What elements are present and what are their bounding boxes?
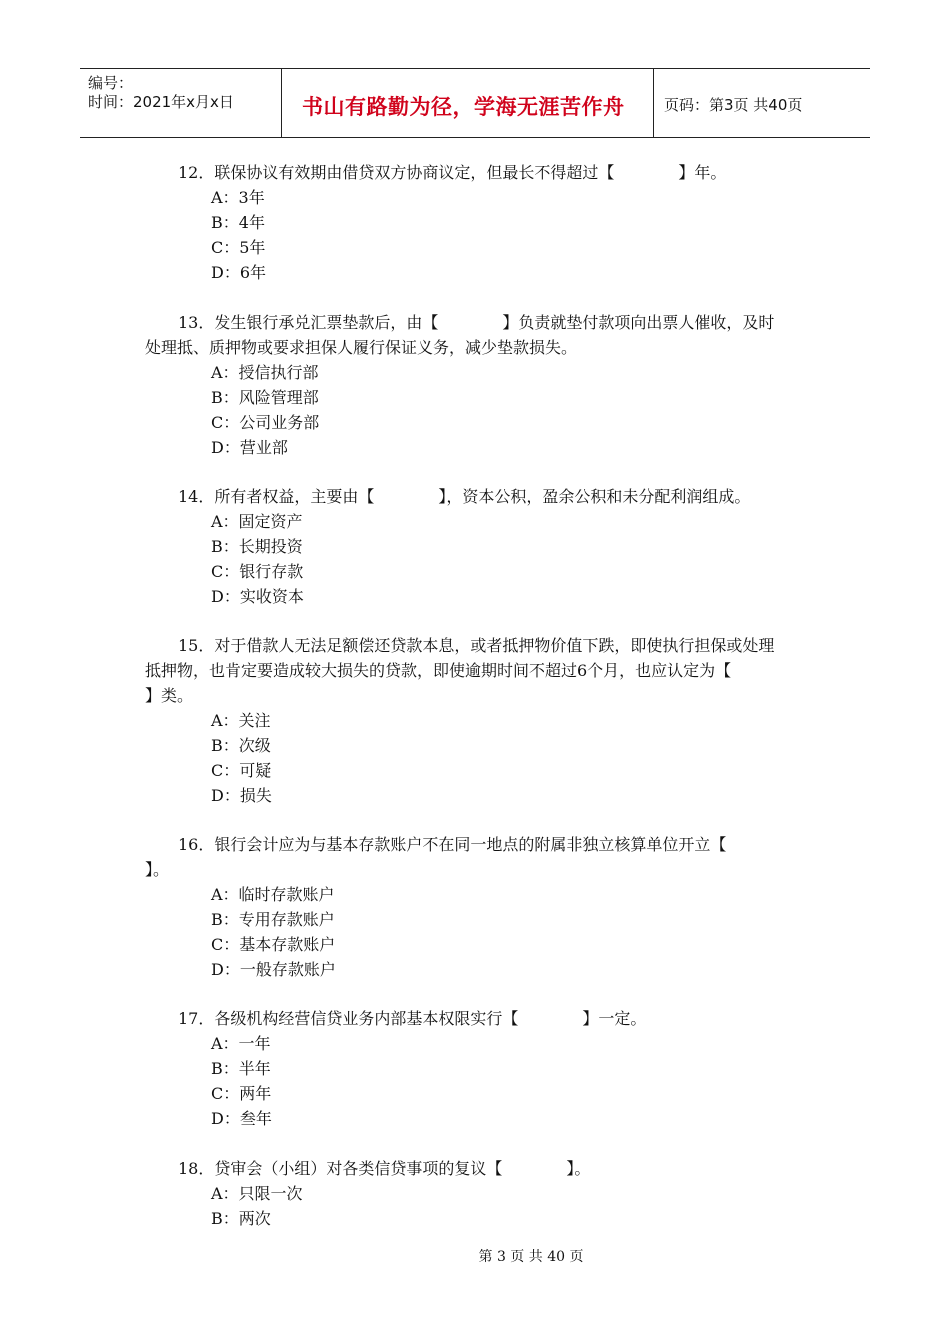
option-a: A：关注 — [211, 711, 271, 730]
option-b: B：专用存款账户 — [211, 910, 335, 929]
header-meta-cell — [80, 69, 282, 137]
option-b: B：4年 — [211, 213, 265, 232]
question-stem-cont: 】类。 — [145, 686, 194, 705]
option-b: B：次级 — [211, 736, 271, 755]
option-b: B：长期投资 — [211, 537, 303, 556]
question-stem: 12．联保协议有效期由借贷双方协商议定，但最长不得超过【 】年。 — [178, 163, 727, 182]
option-c: C：可疑 — [211, 761, 272, 780]
option-c: C：基本存款账户 — [211, 935, 336, 954]
header-motto-cell — [282, 69, 654, 137]
option-b: B：半年 — [211, 1059, 271, 1078]
option-b: B：风险管理部 — [211, 388, 319, 407]
motto: 书山有路勤为径，学海无涯苦作舟 — [302, 95, 625, 119]
option-d: D：6年 — [211, 263, 267, 282]
question-stem: 13．发生银行承兑汇票垫款后，由【 】负责就垫付款项向出票人催收，及时 — [178, 313, 775, 332]
footer-page-number: 第 3 页 共 40 页 — [478, 1249, 584, 1265]
option-a: A：一年 — [211, 1034, 271, 1053]
question-stem: 15．对于借款人无法足额偿还贷款本息，或者抵押物价值下跌，即使执行担保或处理 — [178, 636, 775, 655]
option-a: A：只限一次 — [211, 1184, 303, 1203]
option-c: C：两年 — [211, 1084, 272, 1103]
option-d: D：营业部 — [211, 438, 288, 457]
page-footer — [0, 1246, 950, 1266]
question-stem-cont: 】。 — [145, 860, 170, 879]
question-stem: 17．各级机构经营信贷业务内部基本权限实行【 】一定。 — [178, 1009, 647, 1028]
option-d: D：叁年 — [211, 1109, 272, 1128]
option-b: B：两次 — [211, 1209, 271, 1228]
option-d: D：损失 — [211, 786, 272, 805]
option-c: C：5年 — [211, 238, 266, 257]
question-stem-cont: 抵押物，也肯定要造成较大损失的贷款，即使逾期时间不超过6个月，也应认定为【 — [145, 661, 732, 680]
option-d: D：实收资本 — [211, 587, 304, 606]
option-c: C：公司业务部 — [211, 413, 320, 432]
option-a: A：临时存款账户 — [211, 885, 335, 904]
header-page-cell — [654, 69, 870, 137]
option-a: A：3年 — [211, 188, 265, 207]
date-label: 时间：2021年x月x日 — [88, 93, 234, 111]
option-d: D：一般存款账户 — [211, 960, 336, 979]
question-stem: 18．贷审会（小组）对各类信贷事项的复议【 】。 — [178, 1159, 591, 1178]
question-stem-cont: 处理抵、质押物或要求担保人履行保证义务，减少垫款损失。 — [145, 338, 578, 357]
question-stem: 16．银行会计应为与基本存款账户不在同一地点的附属非独立核算单位开立【 — [178, 835, 727, 854]
number-label: 编号： — [88, 74, 134, 92]
question-stem: 14．所有者权益，主要由【 】，资本公积，盈余公积和未分配利润组成。 — [178, 487, 751, 506]
header-table — [80, 68, 870, 138]
option-a: A：授信执行部 — [211, 363, 319, 382]
option-a: A：固定资产 — [211, 512, 303, 531]
option-c: C：银行存款 — [211, 562, 304, 581]
page-info: 页码：第3页 共40页 — [664, 96, 803, 114]
